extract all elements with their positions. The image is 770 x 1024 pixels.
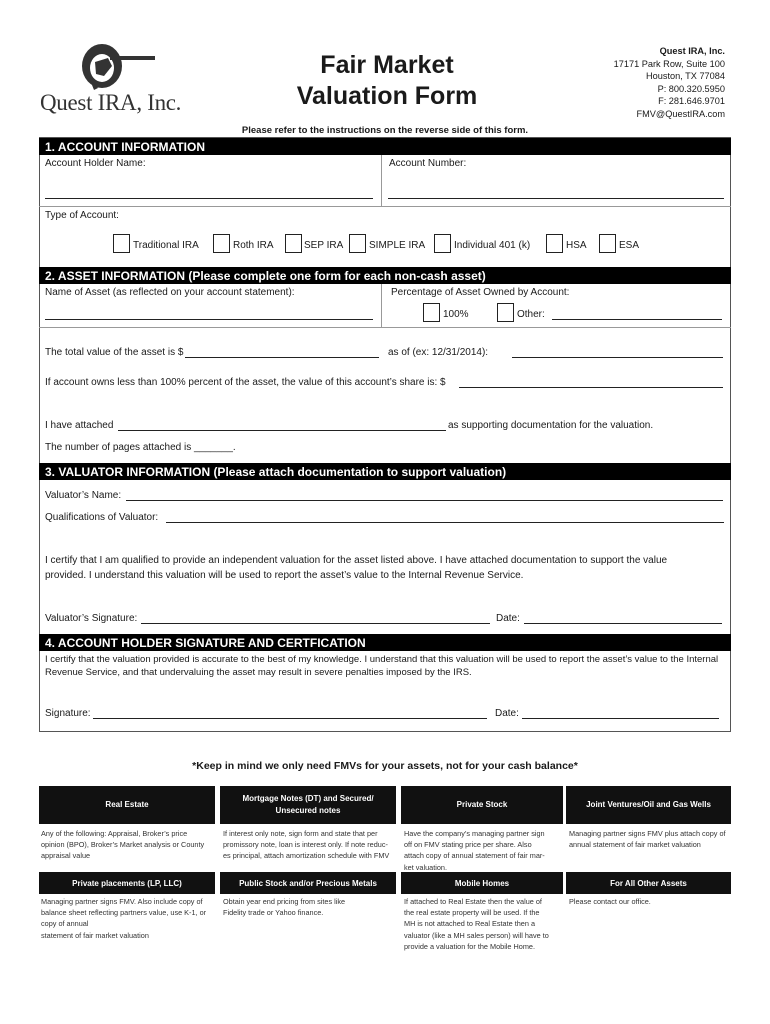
grid-text: Please contact our office. (569, 897, 651, 906)
grid-text: annual statement of fair market valuation (569, 840, 701, 850)
holder-date-input[interactable] (522, 718, 719, 719)
checkbox-pct-100[interactable] (423, 303, 440, 322)
checkbox-roth-ira[interactable] (213, 234, 230, 253)
label-simple-ira: SIMPLE IRA (369, 240, 426, 251)
account-holder-input[interactable] (45, 198, 373, 199)
title-line1: Fair Market (320, 51, 454, 79)
checkbox-pct-other[interactable] (497, 303, 514, 322)
grid-body-real-estate (41, 828, 219, 862)
valuator-qualifications-label: Qualifications of Valuator: (45, 512, 159, 523)
grid-body-mortgage-notes (223, 828, 401, 862)
phone: P: 800.320.5950 (657, 83, 725, 94)
attached-label: I have attached (45, 420, 114, 431)
refer-note: Please refer to the instructions on the reverse side of this form. (241, 125, 529, 136)
label-roth-ira: Roth IRA (233, 240, 274, 251)
label-traditional-ira: Traditional IRA (133, 240, 199, 251)
checkbox-sep-ira[interactable] (285, 234, 302, 253)
company-name: Quest IRA, Inc. (659, 46, 725, 56)
grid-text: appraisal value (41, 851, 91, 861)
label-esa: ESA (619, 240, 640, 251)
grid-body-private-placements (41, 896, 219, 941)
valuator-certify-line2: provided. I understand this valuation will be used to report the asset’s value to the Internal Revenue Service. (45, 570, 524, 581)
grid-text: the real estate property will be used. If the (404, 908, 540, 918)
mortgage-title-line2: Unsecured notes (275, 806, 341, 815)
address-line2: Houston, TX 77084 (646, 71, 725, 82)
valuator-name-label: Valuator’s Name: (45, 490, 122, 501)
grid-text: Managing partner signs FMV. Also include copy of (41, 897, 203, 906)
valuator-date-label: Date: (496, 613, 520, 624)
grid-text: Obtain year end pricing from sites like (223, 897, 346, 906)
grid-text: MH is not attached to Real Estate then a (404, 919, 536, 929)
share-value-label: If account owns less than 100% percent of the asset, the value of this account’s share is: $ (45, 377, 446, 388)
grid-text: Any of the following: Appraisal, Broker’s price (41, 829, 188, 838)
account-number-input[interactable] (388, 198, 724, 199)
form-title (282, 50, 492, 112)
section2-heading: 2. ASSET INFORMATION (Please complete one form for each non-cash asset) (39, 267, 731, 284)
grid-head-private-stock: Private Stock (401, 786, 563, 824)
grid-text: If interest only note, sign form and state that per (223, 829, 378, 838)
checkbox-hsa[interactable] (546, 234, 563, 253)
grid-text: balance sheet reflecting partners value, use K-1, or (41, 908, 207, 918)
logo-text: Quest IRA, Inc. (40, 90, 182, 115)
grid-body-public-stock (223, 896, 401, 918)
label-pct-100: 100% (443, 309, 469, 320)
grid-text: If attached to Real Estate then the value of (404, 897, 542, 906)
grid-text: valuator (like a MH sales person) will have to (404, 930, 549, 940)
grid-head-mortgage-notes (220, 786, 396, 824)
fmv-note: *Keep in mind we only need FMVs for your assets, not for your cash balance* (192, 760, 578, 772)
address-line1: 17171 Park Row, Suite 100 (613, 58, 725, 69)
total-value-label: The total value of the asset is $ (45, 347, 184, 358)
grid-text: off on FMV stating price per share. Also (404, 840, 532, 850)
section1-heading: 1. ACCOUNT INFORMATION (39, 138, 731, 155)
section1-row-divider (39, 206, 731, 207)
grid-body-other-assets (569, 896, 731, 907)
holder-certify-line1: I certify that the valuation provided is accurate to the best of my knowledge. I understand that this valuation will be used to report the asset’s value to the Internal (45, 654, 719, 665)
checkbox-traditional-ira[interactable] (113, 234, 130, 253)
email: FMV@QuestIRA.com (636, 108, 725, 119)
grid-text: promissory note, loan is interest only. If note reduc- (223, 840, 388, 850)
label-pct-other: Other: (517, 309, 545, 320)
valuator-date-input[interactable] (524, 623, 722, 624)
section3-heading: 3. VALUATOR INFORMATION (Please attach documentation to support valuation) (39, 463, 731, 480)
grid-text: es principal, attach amortization schedule with FMV (223, 851, 390, 861)
holder-signature-label: Signature: (45, 708, 91, 719)
grid-body-private-stock (404, 828, 566, 873)
asset-name-input[interactable] (45, 319, 373, 320)
grid-head-mobile-homes: Mobile Homes (401, 872, 563, 894)
label-individual-401k: Individual 401 (k) (454, 240, 531, 251)
grid-head-real-estate: Real Estate (39, 786, 215, 824)
grid-text: copy of annual (41, 919, 89, 929)
section2-divider (381, 284, 382, 327)
company-address (614, 45, 725, 121)
grid-body-joint-ventures (569, 828, 731, 850)
grid-head-other-assets: For All Other Assets (566, 872, 731, 894)
grid-text: Fidelity trade or Yahoo finance. (223, 908, 324, 918)
pct-other-input[interactable] (552, 319, 722, 320)
grid-text: attach copy of annual statement of fair mar- (404, 851, 545, 861)
holder-date-label: Date: (495, 708, 519, 719)
section2-row-divider (39, 327, 731, 328)
section1-divider (381, 155, 382, 206)
account-holder-label: Account Holder Name: (45, 158, 146, 169)
valuator-signature-label: Valuator’s Signature: (45, 613, 138, 624)
pages-attached-label[interactable]: The number of pages attached is _______. (45, 442, 236, 453)
grid-text: Have the company’s managing partner sign (404, 829, 545, 838)
label-sep-ira: SEP IRA (304, 240, 344, 251)
grid-text: provide a valuation for the Mobile Home. (404, 941, 536, 951)
supporting-docs-label: as supporting documentation for the valuation. (448, 420, 654, 431)
fax: F: 281.646.9701 (658, 96, 725, 107)
label-hsa: HSA (566, 240, 587, 251)
percentage-label: Percentage of Asset Owned by Account: (391, 287, 570, 298)
grid-text: opinion (BPO), Broker’s Market analysis or County (41, 840, 205, 850)
valuator-certify-line1: I certify that I am qualified to provide an independent valuation for the asset listed above. I have attached documentation to support the value (45, 555, 668, 566)
total-value-input[interactable] (185, 357, 379, 358)
grid-head-joint-ventures: Joint Ventures/Oil and Gas Wells (566, 786, 731, 824)
account-type-label: Type of Account: (45, 210, 119, 221)
account-number-label: Account Number: (389, 158, 467, 169)
valuator-signature-input[interactable] (141, 623, 490, 624)
grid-head-private-placements: Private placements (LP, LLC) (39, 872, 215, 894)
grid-text: ket valuation. (404, 862, 447, 872)
checkbox-simple-ira[interactable] (349, 234, 366, 253)
grid-body-mobile-homes (404, 896, 566, 952)
holder-signature-input[interactable] (93, 718, 487, 719)
grid-text: statement of fair market valuation (41, 930, 149, 940)
valuator-qualifications-input[interactable] (166, 522, 724, 523)
grid-head-public-stock: Public Stock and/or Precious Metals (220, 872, 396, 894)
checkbox-esa[interactable] (599, 234, 616, 253)
attached-docs-input[interactable] (118, 430, 446, 431)
title-line2: Valuation Form (296, 82, 478, 110)
mortgage-title-line1: Mortgage Notes (DT) and Secured/ (242, 794, 374, 803)
holder-certify-line2: Revenue Service, and that undervaluing the asset may result in severe penalties imposed by the IRS. (45, 667, 472, 678)
valuator-name-input[interactable] (126, 500, 723, 501)
asset-name-label: Name of Asset (as reflected on your account statement): (45, 287, 295, 298)
as-of-label: as of (ex: 12/31/2014): (388, 347, 489, 358)
grid-text: Managing partner signs FMV plus attach copy of (569, 829, 726, 838)
checkbox-individual-401k[interactable] (434, 234, 451, 253)
share-value-input[interactable] (459, 387, 723, 388)
as-of-date-input[interactable] (512, 357, 723, 358)
section4-heading: 4. ACCOUNT HOLDER SIGNATURE AND CERTFICATION (39, 634, 731, 651)
